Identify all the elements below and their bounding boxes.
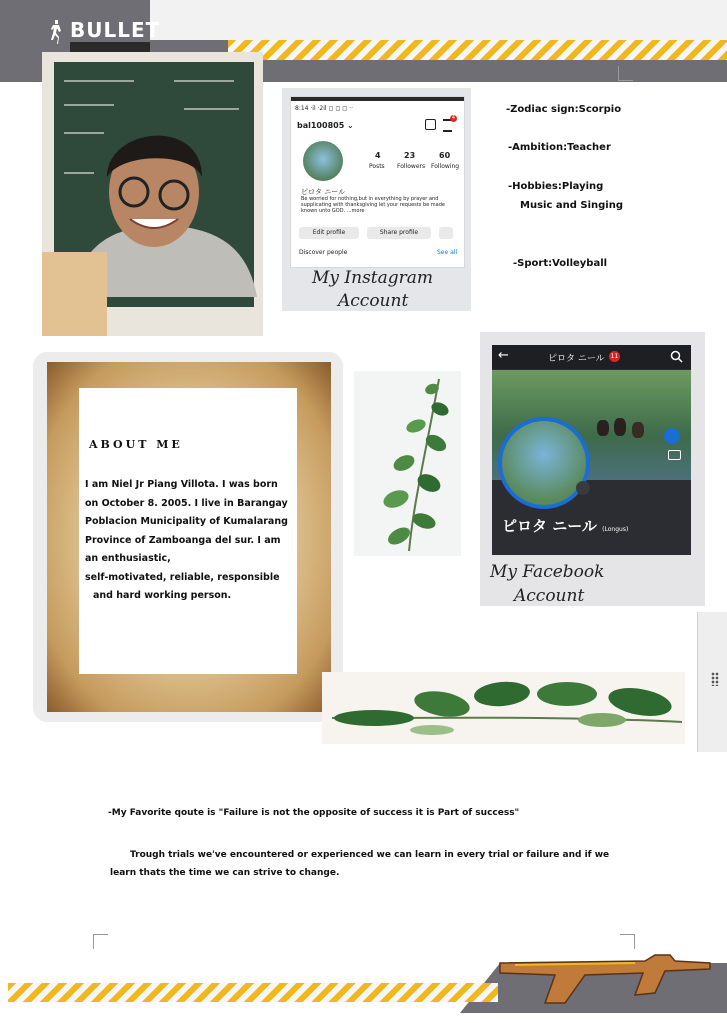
leaf-branch-image — [322, 672, 685, 744]
branch-illustration — [322, 672, 685, 744]
header-light-panel — [150, 0, 727, 40]
reflection-note — [110, 846, 630, 882]
status-bar: 8:14 ·il ·2il ◻ ◻ ◻ ·· — [295, 105, 353, 112]
note-line1: Trough trials we've encountered or experienced we can learn in every trial or failure and if we — [130, 850, 610, 860]
grip-icon — [711, 672, 719, 686]
stat-followers-label[interactable]: Followers — [397, 163, 426, 170]
back-arrow-icon[interactable]: ← — [498, 348, 509, 363]
username[interactable]: bal100805 ⌄ — [297, 121, 354, 130]
instagram-screen — [290, 96, 465, 268]
stat-following-label[interactable]: Following — [431, 163, 460, 170]
leaf-image — [354, 371, 461, 556]
search-icon[interactable] — [670, 350, 683, 363]
facebook-nickname: (Longus) — [602, 526, 629, 533]
runner-icon — [50, 20, 62, 44]
avatar-camera-icon[interactable] — [576, 481, 590, 495]
stat-following-value: 60 — [439, 151, 451, 160]
about-text — [85, 476, 295, 606]
eucalyptus-illustration — [354, 371, 461, 556]
corner-mark — [93, 934, 108, 949]
about-line: Poblacion Municipality of Kumalarang — [85, 516, 288, 527]
tan-panel — [42, 252, 107, 336]
fact-hobbies-line2: Music and Singing — [520, 200, 623, 211]
side-tab[interactable] — [697, 612, 727, 752]
edit-profile-button[interactable]: Edit profile — [299, 227, 359, 239]
stat-posts-label: Posts — [369, 163, 385, 170]
fact-zodiac: -Zodiac sign:Scorpio — [506, 104, 622, 115]
cover-camera-icon[interactable] — [664, 428, 680, 444]
fact-hobbies-line1: -Hobbies:Playing — [508, 181, 604, 192]
facebook-header — [492, 345, 691, 369]
share-profile-button[interactable]: Share profile — [367, 227, 431, 239]
fact-ambition: -Ambition:Teacher — [508, 142, 611, 153]
note-line2: learn thats the time we can strive to change. — [110, 868, 340, 878]
add-post-icon[interactable] — [425, 119, 436, 130]
instagram-card — [282, 88, 471, 311]
stat-posts-value: 4 — [375, 151, 381, 160]
notification-badge: 4 — [451, 115, 456, 121]
about-line: self-motivated, reliable, responsible — [85, 571, 280, 583]
facebook-profile-name — [502, 515, 628, 536]
facebook-badge: 11 — [610, 353, 619, 360]
see-all-link[interactable]: See all — [437, 249, 458, 256]
footer-stripes — [8, 983, 498, 1002]
discover-people: Discover people — [299, 249, 348, 256]
favorite-quote: -My Favorite qoute is "Failure is not the opposite of success it is Part of success" — [108, 808, 520, 818]
fact-sport: -Sport:Volleyball — [513, 258, 608, 269]
header-stripes — [228, 40, 727, 60]
facebook-card — [480, 332, 705, 606]
about-title: ABOUT ME — [89, 438, 183, 451]
portrait-photo — [42, 52, 263, 336]
facebook-caption-line2: Account — [514, 586, 585, 606]
about-line: on October 8. 2005. I live in Barangay — [85, 497, 288, 509]
display-name: ピロタ ニール — [301, 188, 346, 196]
instagram-avatar[interactable] — [303, 141, 343, 181]
corner-mark — [618, 66, 633, 81]
facebook-caption-line1: My Facebook — [490, 562, 605, 582]
about-card — [79, 388, 297, 674]
instagram-caption-line2: Account — [338, 291, 409, 311]
about-line: an enthusiastic, — [85, 553, 171, 564]
brand-logo — [50, 18, 160, 44]
about-line: and hard working person. — [93, 590, 232, 601]
facebook-profile-name-text: ピロタ ニール — [502, 517, 597, 535]
about-line: Province of Zamboanga del sur. I am — [85, 534, 281, 546]
facebook-avatar[interactable] — [498, 417, 590, 509]
facebook-screen — [492, 345, 691, 555]
instagram-caption-line1: My Instagram — [312, 268, 434, 288]
facebook-header-name: ピロタ ニール — [548, 354, 605, 364]
logo-text: BULLET — [69, 18, 161, 42]
stat-followers-value: 23 — [404, 151, 416, 160]
edit-cover-icon[interactable] — [668, 450, 681, 460]
rifle-icon — [495, 943, 715, 1013]
bio: Be worried for nothing,but in everything by prayer and supplicating with thanksgiving let your requests be made known unto GOD. ...more — [301, 196, 445, 214]
about-me-section — [33, 352, 343, 722]
add-friend-icon[interactable] — [439, 227, 453, 239]
about-line: I am Niel Jr Piang Villota. I was born — [85, 479, 278, 490]
